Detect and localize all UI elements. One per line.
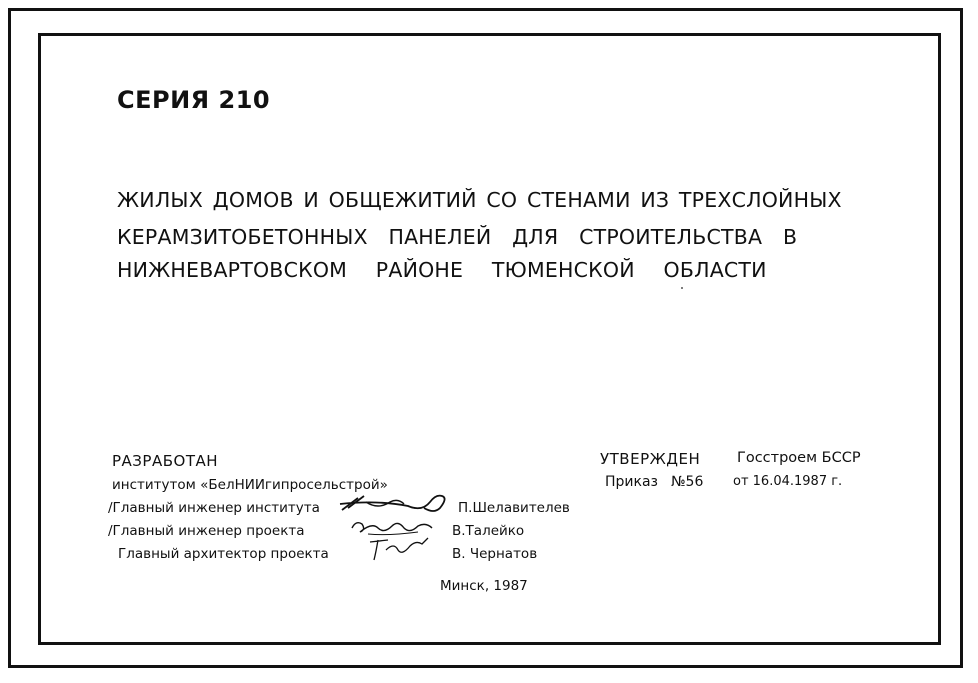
order-number: №56 bbox=[671, 474, 704, 490]
role-chief-engineer-project: /Главный инженер проекта bbox=[108, 523, 305, 539]
name-chernatov: В. Чернатов bbox=[452, 546, 538, 562]
name-shelavitelev: П.Шелавителев bbox=[458, 500, 570, 516]
title-line-3: НИЖНЕВАРТОВСКОМ РАЙОНЕ ТЮМЕНСКОЙ ОБЛАСТИ bbox=[117, 258, 767, 282]
order-label: Приказ bbox=[605, 474, 658, 490]
title-line-2: КЕРАМЗИТОБЕТОННЫХ ПАНЕЛЕЙ ДЛЯ СТРОИТЕЛЬСТВА В bbox=[117, 225, 798, 249]
developed-heading: РАЗРАБОТАН bbox=[112, 452, 219, 470]
approved-heading: УТВЕРЖДЕН bbox=[600, 450, 701, 468]
name-taleiko: В.Талейко bbox=[452, 523, 525, 539]
order-date: от 16.04.1987 г. bbox=[733, 474, 843, 489]
series-heading: СЕРИЯ 210 bbox=[117, 86, 271, 114]
developer-institute: институтом «БелНИИгипросельстрой» bbox=[112, 477, 388, 493]
title-line-1: ЖИЛЫХ ДОМОВ И ОБЩЕЖИТИЙ СО СТЕНАМИ ИЗ ТРЕХСЛОЙНЫХ bbox=[117, 188, 842, 212]
role-chief-engineer-institute: /Главный инженер института bbox=[108, 500, 320, 516]
scan-speck bbox=[681, 287, 683, 289]
place-year: Минск, 1987 bbox=[440, 578, 528, 594]
signature-chernatov bbox=[366, 534, 436, 564]
approving-organization: Госстроем БССР bbox=[737, 450, 861, 466]
role-chief-architect-project: Главный архитектор проекта bbox=[118, 546, 329, 562]
